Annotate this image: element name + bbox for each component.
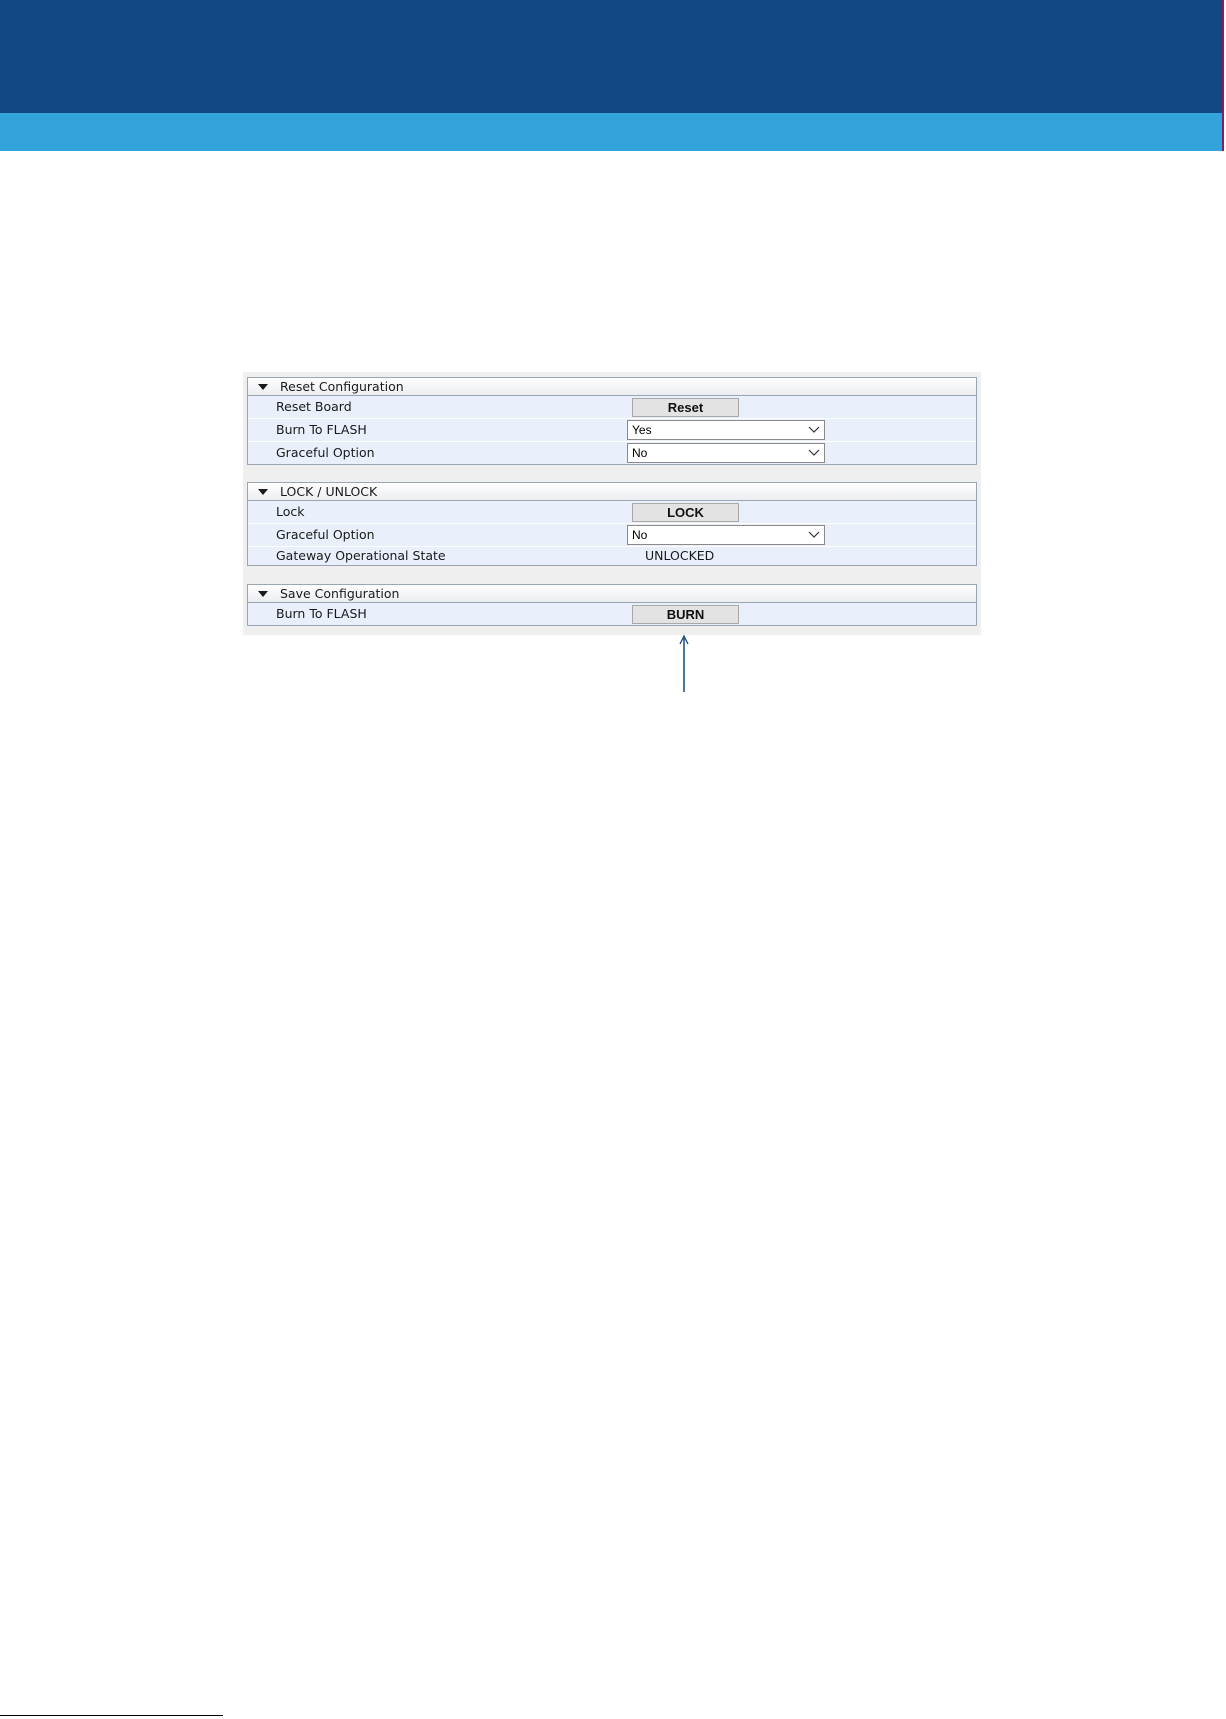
graceful-option-value: No	[632, 446, 648, 460]
chevron-down-icon	[808, 423, 820, 435]
save-configuration-title: Save Configuration	[280, 586, 400, 601]
reset-board-label: Reset Board	[276, 399, 352, 414]
burn-to-flash-row	[248, 419, 976, 442]
save-burn-row	[248, 603, 976, 625]
graceful-option-label: Graceful Option	[276, 445, 375, 460]
reset-button[interactable]: Reset	[632, 398, 739, 417]
triangle-down-icon[interactable]	[258, 489, 268, 495]
lock-graceful-option-value: No	[632, 528, 648, 542]
reset-configuration-header[interactable]	[248, 378, 976, 396]
burn-to-flash-label: Burn To FLASH	[276, 422, 367, 437]
header-banner	[0, 0, 1222, 113]
header-edge-line	[1222, 0, 1224, 151]
reset-configuration-group	[247, 377, 977, 465]
lock-button[interactable]: LOCK	[632, 503, 739, 522]
lock-unlock-group	[247, 482, 977, 566]
save-configuration-header[interactable]	[248, 585, 976, 603]
reset-board-row	[248, 396, 976, 419]
lock-label: Lock	[276, 504, 305, 519]
graceful-option-row	[248, 442, 976, 464]
burn-to-flash-select[interactable]	[627, 420, 825, 440]
header-subbanner	[0, 113, 1222, 151]
lock-row	[248, 501, 976, 524]
triangle-down-icon[interactable]	[258, 384, 268, 390]
maintenance-panel	[243, 372, 981, 635]
chevron-down-icon	[808, 528, 820, 540]
lock-unlock-header[interactable]	[248, 483, 976, 501]
lock-graceful-option-select[interactable]	[627, 525, 825, 545]
save-configuration-group	[247, 584, 977, 626]
save-burn-label: Burn To FLASH	[276, 606, 367, 621]
gateway-state-value: UNLOCKED	[645, 548, 715, 563]
chevron-down-icon	[808, 446, 820, 458]
graceful-option-select[interactable]	[627, 443, 825, 463]
reset-configuration-title: Reset Configuration	[280, 379, 404, 394]
triangle-down-icon[interactable]	[258, 591, 268, 597]
arrow-up-icon	[676, 634, 692, 692]
lock-graceful-option-label: Graceful Option	[276, 527, 375, 542]
burn-button[interactable]: BURN	[632, 605, 739, 624]
lock-graceful-option-row	[248, 524, 976, 547]
gateway-state-row	[248, 547, 976, 565]
gateway-state-label: Gateway Operational State	[276, 548, 446, 563]
burn-to-flash-value: Yes	[632, 423, 652, 437]
footer-rule	[0, 1715, 223, 1716]
lock-unlock-title: LOCK / UNLOCK	[280, 484, 378, 499]
